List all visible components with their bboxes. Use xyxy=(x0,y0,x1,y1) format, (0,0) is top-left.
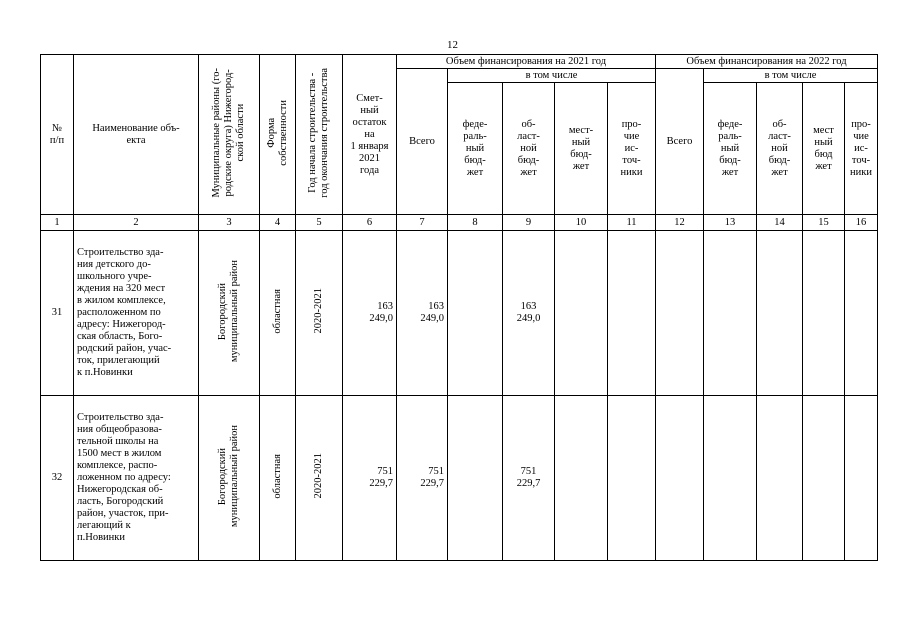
header-name: Наименование объ- екта xyxy=(74,55,199,215)
column-number-row xyxy=(41,215,878,231)
header-fin-2021: Объем финансирования на 2021 год xyxy=(397,55,656,69)
column-number: 9 xyxy=(503,215,555,231)
header-balance: Смет- ный остаток на 1 января 2021 года xyxy=(343,55,397,215)
column-number: 1 xyxy=(41,215,74,231)
balance-cell: 751 229,7 xyxy=(343,396,397,561)
header-total-2022: Всего xyxy=(656,69,704,215)
header-federal-2022: феде- раль- ный бюд- жет xyxy=(704,83,757,215)
regional-2021-cell: 163 249,0 xyxy=(503,231,555,396)
total-2022-cell xyxy=(656,396,704,561)
header-regional-2021: об- ласт- ной бюд- жет xyxy=(503,83,555,215)
column-number: 12 xyxy=(656,215,704,231)
column-number: 11 xyxy=(608,215,656,231)
column-number: 2 xyxy=(74,215,199,231)
financing-table xyxy=(40,54,878,561)
object-name: Строительство зда- ния общеобразова- тельной школы на 1500 мест в жилом комплексе, распо- ложенном по адресу: Нижегородская об- ласть, Богородский район, участок, при- легающий к п.Новинки xyxy=(74,396,199,561)
row-number: 31 xyxy=(41,231,74,396)
header-local-2021: мест- ный бюд- жет xyxy=(555,83,608,215)
row-number: 32 xyxy=(41,396,74,561)
column-number: 7 xyxy=(397,215,448,231)
object-name: Строительство зда- ния детского до- школьного учре- ждения на 320 мест в жилом комплексе, расположенном по адресу: Нижегород- ская область, Бого- родский район, учас- ток, прилегающий к п.Новинки xyxy=(74,231,199,396)
district-cell: Богородский муниципальный район xyxy=(199,396,260,561)
header-other-2021: про- чие ис- точ- ники xyxy=(608,83,656,215)
header-num: № п/п xyxy=(41,55,74,215)
regional-2021-cell: 751 229,7 xyxy=(503,396,555,561)
federal-2021-cell xyxy=(448,231,503,396)
header-including-2022: в том числе xyxy=(704,69,878,83)
header-local-2022: мест ный бюд жет xyxy=(803,83,845,215)
other-2021-cell xyxy=(608,396,656,561)
column-number: 13 xyxy=(704,215,757,231)
years-cell: 2020-2021 xyxy=(296,396,343,561)
total-2022-cell xyxy=(656,231,704,396)
total-2021-cell: 163 249,0 xyxy=(397,231,448,396)
regional-2022-cell xyxy=(757,231,803,396)
other-2021-cell xyxy=(608,231,656,396)
column-number: 5 xyxy=(296,215,343,231)
header-years: Год начала строительства - год окончания строительства xyxy=(296,55,343,215)
header-total-2021: Всего xyxy=(397,69,448,215)
ownership-cell: областная xyxy=(260,231,296,396)
regional-2022-cell xyxy=(757,396,803,561)
local-2021-cell xyxy=(555,396,608,561)
table-row xyxy=(41,396,878,561)
header-district: Муниципальные районы (го- родские округа) Нижегород- ской области xyxy=(199,55,260,215)
local-2021-cell xyxy=(555,231,608,396)
table-row xyxy=(41,231,878,396)
local-2022-cell xyxy=(803,396,845,561)
ownership-cell: областная xyxy=(260,396,296,561)
federal-2022-cell xyxy=(704,231,757,396)
column-number: 4 xyxy=(260,215,296,231)
header-federal-2021: феде- раль- ный бюд- жет xyxy=(448,83,503,215)
column-number: 8 xyxy=(448,215,503,231)
column-number: 15 xyxy=(803,215,845,231)
balance-cell: 163 249,0 xyxy=(343,231,397,396)
local-2022-cell xyxy=(803,231,845,396)
header-other-2022: про- чие ис- точ- ники xyxy=(845,83,878,215)
header-regional-2022: об- ласт- ной бюд- жет xyxy=(757,83,803,215)
other-2022-cell xyxy=(845,231,878,396)
column-number: 3 xyxy=(199,215,260,231)
column-number: 6 xyxy=(343,215,397,231)
federal-2021-cell xyxy=(448,396,503,561)
district-cell: Богородский муниципальный район xyxy=(199,231,260,396)
total-2021-cell: 751 229,7 xyxy=(397,396,448,561)
header-fin-2022: Объем финансирования на 2022 год xyxy=(656,55,878,69)
column-number: 14 xyxy=(757,215,803,231)
years-cell: 2020-2021 xyxy=(296,231,343,396)
page-number: 12 xyxy=(447,39,458,51)
other-2022-cell xyxy=(845,396,878,561)
column-number: 10 xyxy=(555,215,608,231)
column-number: 16 xyxy=(845,215,878,231)
federal-2022-cell xyxy=(704,396,757,561)
header-ownership: Форма собственности xyxy=(260,55,296,215)
header-including-2021: в том числе xyxy=(448,69,656,83)
